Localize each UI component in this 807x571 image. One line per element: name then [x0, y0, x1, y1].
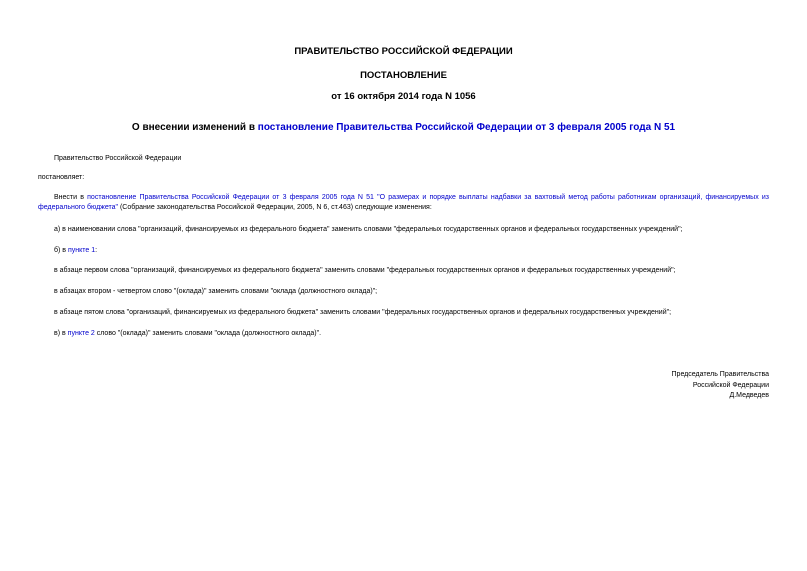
item-c-suffix: слово "(оклада)" заменить словами "оклада (должностного оклада)".: [94, 330, 322, 337]
paragraph-government: Правительство Российской Федерации: [54, 155, 182, 162]
document-type-heading: ПОСТАНОВЛЕНИЕ: [360, 70, 447, 81]
paragraph-amend-suffix: (Собрание законодательства Российской Федерации, 2005, N 6, ст.463) следующие изменения:: [118, 204, 432, 211]
paragraph-amend: [38, 193, 769, 213]
item-b: [54, 246, 97, 256]
signature-name: Д.Медведев: [729, 392, 769, 399]
amended-act-link[interactable]: постановление Правительства Российской Федерации от 3 февраля 2005 года N 51 "О размерах и порядке выплаты надбавки за вахтовый метод работы работникам организаций, финансируемых из федерального бюджета": [38, 194, 769, 211]
paragraph-amend-prefix: Внести в: [54, 194, 88, 201]
title-amended-act-link[interactable]: постановление Правительства Российской Федерации от 3 февраля 2005 года N 51: [257, 122, 676, 133]
point-1-link[interactable]: пункте 1: [67, 247, 96, 254]
item-b-paragraph-second-fourth: в абзацах втором - четвертом слово "(оклада)" заменить словами "оклада (должностного оклада)";: [54, 288, 378, 295]
paragraph-resolves: постановляет:: [38, 174, 85, 181]
signature-organization: Российской Федерации: [692, 381, 769, 389]
item-c-prefix: в) в: [54, 330, 68, 337]
item-b-paragraph-first: в абзаце первом слова "организаций, финансируемых из федерального бюджета" заменить словами "федеральных государственных органов и федеральных государственных учреждений";: [54, 267, 676, 274]
item-b-prefix: б) в: [54, 247, 68, 254]
document-title: [0, 122, 807, 134]
item-c: [54, 329, 321, 339]
item-b-paragraph-fifth: в абзаце пятом слова "организаций, финансируемых из федерального бюджета" заменить словами "федеральных государственных органов и федеральных государственных учреждений";: [54, 309, 672, 316]
point-2-link[interactable]: пункте 2: [67, 330, 95, 337]
signature-block: [672, 370, 769, 402]
item-b-suffix: :: [95, 247, 98, 254]
document-date-number: от 16 октября 2014 года N 1056: [331, 91, 476, 102]
signature-position: Председатель Правительства: [671, 371, 769, 378]
document-title-prefix: О внесении изменений в: [131, 122, 258, 133]
issuer-heading: ПРАВИТЕЛЬСТВО РОССИЙСКОЙ ФЕДЕРАЦИИ: [294, 46, 513, 57]
item-a: а) в наименовании слова "организаций, финансируемых из федерального бюджета" заменить словами "федеральных государственных органов и федеральных государственных учреждений";: [54, 226, 683, 233]
